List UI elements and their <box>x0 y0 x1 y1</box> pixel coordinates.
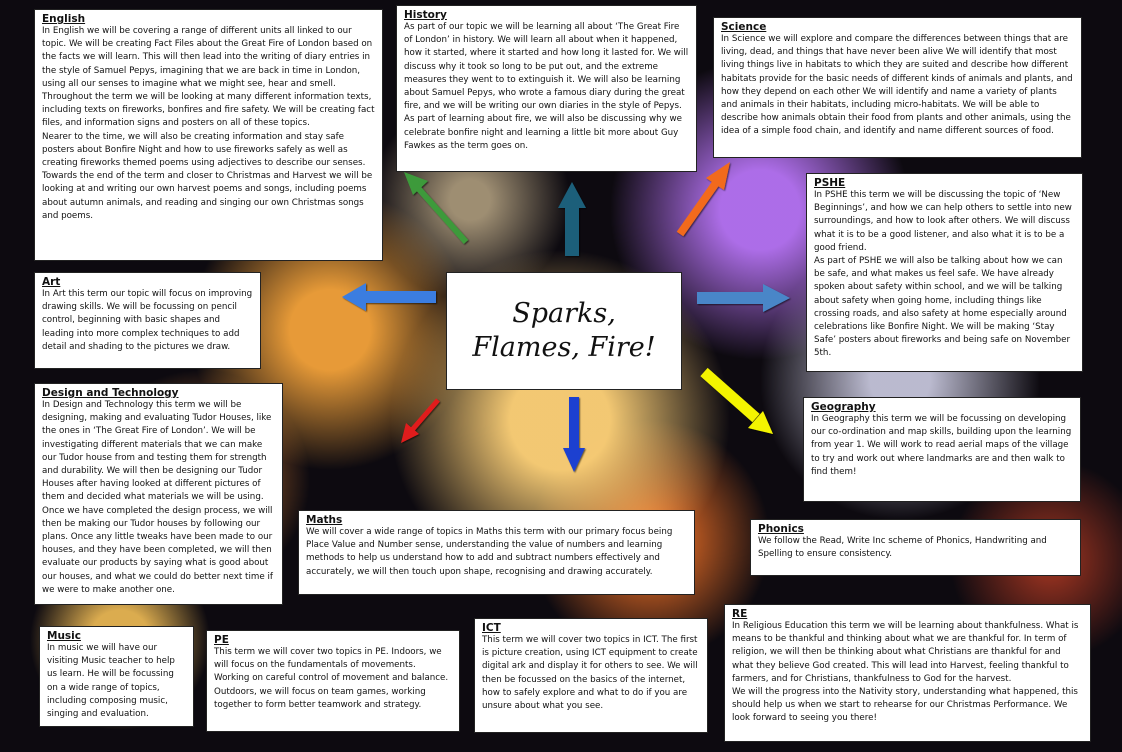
pe-box <box>206 630 460 732</box>
science-box <box>713 17 1082 158</box>
arrow-to-english <box>404 172 466 242</box>
pshe-heading: PSHE <box>814 177 846 189</box>
pshe-box <box>806 173 1083 372</box>
arrow-to-art <box>342 283 436 311</box>
arrow-to-history <box>558 182 586 256</box>
arrow-to-design-technology <box>401 400 438 443</box>
ict-box <box>474 618 708 733</box>
english-box <box>34 9 383 261</box>
music-box <box>39 626 194 727</box>
history-box <box>396 5 697 172</box>
arrow-to-science <box>680 162 730 234</box>
arrow-to-pshe <box>697 284 790 312</box>
maths-text: We will cover a wide range of topics in Maths this term with our primary focus being Place Value and Number sense, understanding the value of numbers and learning methods to help us understand how to add and subtract numbers effectively and accurately, we will then touch upon shape, recognising and drawing accurately. <box>306 527 673 577</box>
english-heading: English <box>42 13 86 25</box>
science-heading: Science <box>721 21 767 33</box>
arrow-to-geography <box>704 372 773 434</box>
pshe-text: In PSHE this term we will be discussing the topic of ‘New Beginnings’, and how we can help others to settle into new surroundings, and how to look after others. We will discuss what it is to be a good listener, and also what it is to be a good friend. As part of PSHE we will also be talking about how we can be safe, and what makes us feel safe. We have already spoken about safety within school, and we will be talking about safety when going home, including things like crossing roads, and also safety at home especially around celebrations like Bonfire Night. We will be making ‘Stay Safe’ posters about fireworks and being safe on November 5th. <box>814 190 1072 359</box>
design-technology-box <box>34 383 283 605</box>
art-box <box>34 272 261 369</box>
geography-box <box>803 397 1081 502</box>
phonics-box <box>750 519 1081 576</box>
science-text: In Science we will explore and compare the differences between things that are living, dead, and things that have never been alive We will identify that most living things live in habitats to which they are suited and describe how different habitats provide for the basic needs of different kinds of animals and plants, and how they depend on each other We will identify and name a variety of plants and animals in their habitats, including micro-habitats. We will be able to describe how animals obtain their food from plants and other animals, using the idea of a simple food chain, and identify and name different sources of food. <box>721 34 1073 137</box>
history-text: As part of our topic we will be learning all about ‘The Great Fire of London’ in history. We will learn all about when it happened, how it started, where it started and how long it lasted for. We will discuss why it took so long to be put out, and the extreme measures they went to to extinguish it. We will also be learning about Samuel Pepys, who wrote a famous diary during the great fire, and we will be writing our own diaries in the style of Pepys. As part of learning about fire, we will also be discussing why we celebrate bonfire night and learning a little bit more about Guy Fawkes as the term goes on. <box>404 22 689 151</box>
music-text: In music we will have our visiting Music teacher to help us learn. He will be focussing on a wide range of topics, including composing music, singing and evaluation. <box>47 643 175 720</box>
re-heading: RE <box>732 608 748 620</box>
english-text: In English we will be covering a range of different units all linked to our topic. We will be creating Fact Files about the Great Fire of London based on the facts we will learn. This will then lead into the writing of diary entries in the style of Samuel Pepys, imagining that we are back in time in London, using all our senses to imagine what we might see, hear and smell. Throughout the term we will be looking at many different information texts, including texts on fireworks, bonfires and fire safety. We will be creating fact files, and information signs and posters on all of these topics. Nearer to the time, we will also be creating information and stay safe posters about Bonfire Night and how to use fireworks safely as well as creating fireworks themed poems using adjectives to describe our senses. Towards the end of the term and closer to Christmas and Harvest we will be looking at and writing our own harvest poems and songs, including poems about autumn animals, and reading and singing our own Christmas songs and poems. <box>42 26 375 221</box>
pe-heading: PE <box>214 634 229 646</box>
design-technology-heading: Design and Technology <box>42 387 179 399</box>
maths-box <box>298 510 695 595</box>
art-text: In Art this term our topic will focus on improving drawing skills. We will be focussing on pencil control, beginning with basic shapes and leading into more complex techniques to add detail and shading to the pictures we draw. <box>42 289 253 352</box>
ict-heading: ICT <box>482 622 501 634</box>
music-heading: Music <box>47 630 81 642</box>
history-heading: History <box>404 9 447 21</box>
geography-text: In Geography this term we will be focussing on developing our co-ordination and map skills, building upon the learning from year 1. We will work to read aerial maps of the village to try and work out where landmarks are and then walk to find them! <box>811 414 1072 477</box>
pe-text: This term we will cover two topics in PE. Indoors, we will focus on the fundamentals of movements. Working on careful control of movement and balance. Outdoors, we will focus on team games, working together to form better teamwork and strategy. <box>214 647 449 710</box>
topic-title: Sparks, Flames, Fire! <box>446 272 682 390</box>
geography-heading: Geography <box>811 401 876 413</box>
phonics-text: We follow the Read, Write Inc scheme of Phonics, Handwriting and Spelling to ensure consistency. <box>758 536 1047 560</box>
art-heading: Art <box>42 276 61 288</box>
arrow-to-maths <box>563 397 585 472</box>
maths-heading: Maths <box>306 514 343 526</box>
re-box <box>724 604 1091 742</box>
re-text: In Religious Education this term we will be learning about thankfulness. What is means to be thankful and thinking about what we are thankful for. In term of religion, we will then be thinking about what Christians are thankful for and what they believe God created. This will lead into Harvest, feeling thankful to farmers, and for Christians, thankfulness to God for the harvest. We will the progress into the Nativity story, understanding what happened, this should help us when we start to rehearse for our Christmas Performance. We look forward to seeing you there! <box>732 621 1079 724</box>
phonics-heading: Phonics <box>758 523 804 535</box>
design-technology-text: In Design and Technology this term we will be designing, making and evaluating Tudor Houses, like the ones in ‘The Great Fire of London’. We will be investigating different materials that we can make our Tudor house from and testing them for strength and durability. We will then be designing our Tudor Houses after having looked at different pictures of them and decided what materials we will be using. Once we have completed the design process, we will then be making our Tudor houses by following our plans. Once any little tweaks have been made to our houses, and they have been completed, we will then evaluate our products by saying what is good about our houses, and what we could do better next time if we were to make another one. <box>42 400 273 595</box>
ict-text: This term we will cover two topics in ICT. The first is picture creation, using ICT equipment to create digital ark and display it for others to see. We will then be focussed on the basics of the internet, how to safely explore and what to do if you are unsure about what you see. <box>482 635 698 712</box>
